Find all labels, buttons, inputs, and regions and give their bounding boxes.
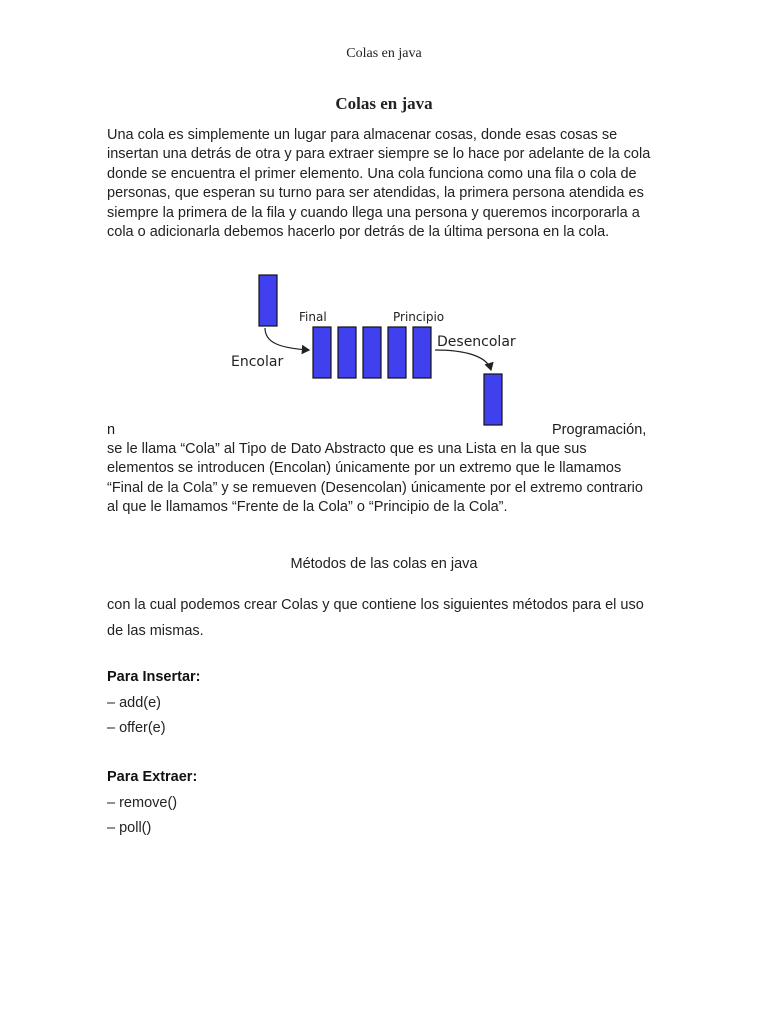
text-fragment-right: Programación, bbox=[552, 422, 647, 438]
insert-method-item: – offer(e) bbox=[107, 720, 166, 736]
extract-method-item: – remove() bbox=[107, 795, 178, 811]
definition-paragraph: se le llama “Cola” al Tipo de Dato Abstracto que es una Lista en la que sus elementos se introducen (Encolan) únicamente por un extremo que le llamamos “Final de la Cola” y se remueven (Desencolan) únicamente por el extremo contrario al que le llamamos “Frente de la Cola” o “Principio de la Cola”. bbox=[107, 441, 643, 516]
label-encolar: Encolar bbox=[231, 354, 284, 370]
insert-method-item: – add(e) bbox=[107, 695, 162, 711]
insert-heading: Para Insertar: bbox=[107, 669, 201, 685]
queue-element-box bbox=[388, 327, 406, 378]
queue-element-box bbox=[313, 327, 331, 378]
page-header-title: Colas en java bbox=[346, 46, 422, 61]
incoming-element-box bbox=[259, 275, 277, 326]
encolar-arrow bbox=[265, 328, 309, 350]
document-title: Colas en java bbox=[335, 94, 433, 113]
desencolar-arrow bbox=[435, 350, 491, 370]
label-final: Final bbox=[299, 310, 327, 324]
extract-method-item: – poll() bbox=[107, 820, 152, 836]
label-desencolar: Desencolar bbox=[437, 334, 516, 350]
methods-section-title: Métodos de las colas en java bbox=[290, 556, 478, 572]
queue-diagram bbox=[225, 268, 545, 430]
methods-intro-paragraph: con la cual podemos crear Colas y que contiene los siguientes métodos para el uso de las mismas. bbox=[107, 597, 644, 639]
intro-paragraph: Una cola es simplemente un lugar para almacenar cosas, donde esas cosas se insertan una detrás de otra y para extraer siempre se lo hace por adelante de la cola donde se encuentra el primer elemento. Una cola funciona como una fila o cola de personas, que esperan su turno para ser atendidas, la primera persona atendida es siempre la primera de la fila y cuando llega una persona y queremos incorporarla a cola o adicionarla debemos hacerlo por detrás de la última persona en la cola. bbox=[107, 127, 651, 241]
label-principio: Principio bbox=[393, 310, 445, 324]
queue-element-box bbox=[413, 327, 431, 378]
text-fragment-left: n bbox=[107, 422, 116, 438]
extract-heading: Para Extraer: bbox=[107, 769, 198, 785]
queue-element-box bbox=[338, 327, 356, 378]
queue-element-box bbox=[363, 327, 381, 378]
outgoing-element-box bbox=[484, 374, 502, 425]
